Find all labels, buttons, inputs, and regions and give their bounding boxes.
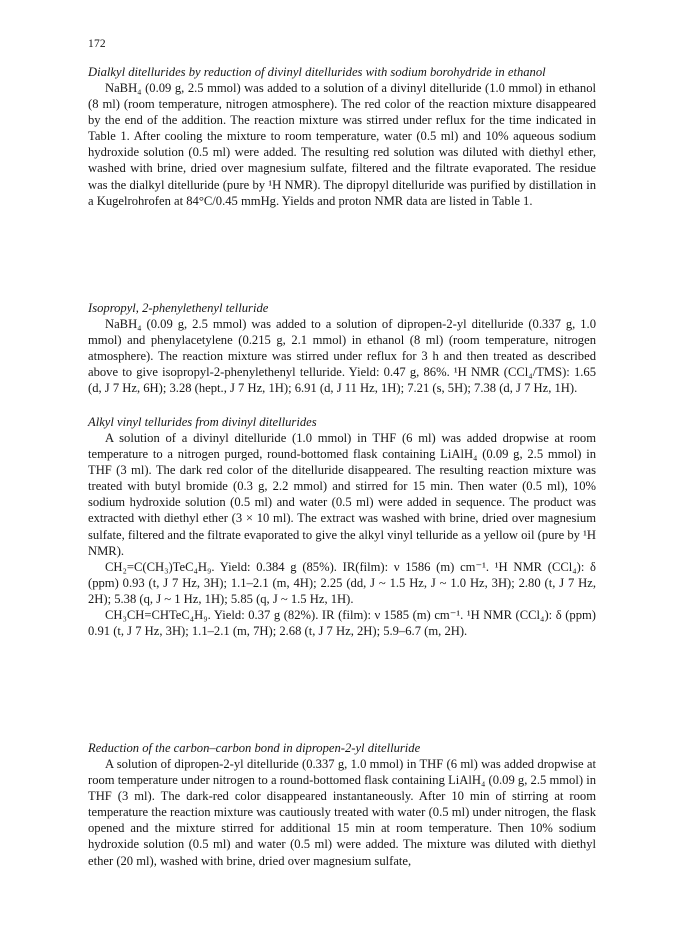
section-paragraph: A solution of dipropen-2-yl ditelluride (0.337 g, 1.0 mmol) in THF (6 ml) was added dropwise at room temperature under nitrogen to a round-bottomed flask containing LiAlH₄ (0.09 g, 2.5 mmol) in THF (3 ml). The dark-red color disappeared instantaneously. After 10 min of stirring at room temperature the reaction mixture was cautiously treated with water (0.5 ml) under nitrogen, the flask opened and the mixture stirred for additional 15 min at room temperature. Then 10% sodium hydroxide solution (0.5 ml) and water (0.5 ml) were added. The mixture was diluted with diethyl ether (20 ml), washed with brine, dried over magnesium sulfate, [88, 757, 596, 868]
section-heading: Alkyl vinyl tellurides from divinyl ditellurides [88, 415, 317, 429]
section-paragraph: A solution of a divinyl ditelluride (1.0 mmol) in THF (6 ml) was added dropwise at room temperature to a nitrogen purged, round-bottomed flask containing LiAlH₄ (0.09 g, 2.5 mmol) in THF (3 ml). The dark red color of the ditelluride disappeared. The resulting reaction mixture was treated with butyl bromide (0.3 g, 2.2 mmol) and stirred for 15 min. Then water (0.5 ml), 10% sodium hydroxide solution (0.5 ml) and water (0.5 ml) were added in sequence. The product was extracted with diethyl ether (3 × 10 ml). The extract was washed with brine, dried over magnesium sulfate, filtered and the filtrate evaporated to give the alkyl vinyl telluride as a yellow oil (pure by ¹H NMR). [88, 431, 596, 558]
section-heading: Dialkyl ditellurides by reduction of divinyl ditellurides with sodium borohydride in ethanol [88, 65, 546, 79]
section-isopropyl-telluride [88, 300, 596, 396]
section-heading: Isopropyl, 2-phenylethenyl telluride [88, 301, 269, 315]
section-carbon-carbon-reduction [88, 740, 596, 869]
section-paragraph: NaBH₄ (0.09 g, 2.5 mmol) was added to a solution of a divinyl ditelluride (1.0 mmol) in ethanol (8 ml) (room temperature, nitrogen atmosphere). The red color of the reaction mixture disappeared by the end of the addition. The reaction mixture was stirred under reflux for the time indicated in Table 1. After cooling the mixture to room temperature, water (0.5 ml) and 10% aqueous sodium hydroxide solution (0.5 ml) were added. The resulting red solution was diluted with diethyl ether, washed with brine, dried over magnesium sulfate, filtered and the filtrate evaporated. The residue was the dialkyl ditelluride (pure by ¹H NMR). The dipropyl ditelluride was purified by distillation in a Kugelrohrofen at 84°C/0.45 mmHg. Yields and proton NMR data are listed in Table 1. [88, 81, 596, 208]
compound-data-paragraph: CH₂=C(CH₃)TeC₄H₉. Yield: 0.384 g (85%). IR(film): ν 1586 (m) cm⁻¹. ¹H NMR (CCl₄): δ (ppm) 0.93 (t, J 7 Hz, 3H); 1.1–2.1 (m, 4H); 2.25 (dd, J ~ 1.5 Hz, J ~ 1.0 Hz, 3H); 2.80 (t, J 7 Hz, 2H); 5.38 (q, J ~ 1 Hz, 1H); 5.85 (q, J ~ 1.5 Hz, 1H). [88, 559, 596, 606]
section-dialkyl-ditellurides [88, 64, 596, 209]
section-alkyl-vinyl-tellurides [88, 414, 596, 639]
section-paragraph: NaBH₄ (0.09 g, 2.5 mmol) was added to a solution of dipropen-2-yl ditelluride (0.337 g, 1.0 mmol) and phenylacetylene (0.215 g, 2.1 mmol) in ethanol (8 ml) (room temperature, nitrogen atmosphere). The reaction mixture was stirred under reflux for 3 h and then treated as described above to give isopropyl-2-phenylethenyl telluride. Yield: 0.47 g, 86%. ¹H NMR (CCl₄/TMS): 1.65 (d, J 7 Hz, 6H); 3.28 (hept., J 7 Hz, 1H); 6.91 (d, J 11 Hz, 1H); 7.21 (s, 5H); 7.38 (d, J 7 Hz, 1H). [88, 317, 596, 396]
compound-data-paragraph: CH₃CH=CHTeC₄H₉. Yield: 0.37 g (82%). IR (film): ν 1585 (m) cm⁻¹. ¹H NMR (CCl₄): δ (ppm) 0.91 (t, J 7 Hz, 3H); 1.1–2.1 (m, 7H); 2.68 (t, J 7 Hz, 2H); 5.9–6.7 (m, 2H). [88, 608, 596, 639]
section-heading: Reduction of the carbon–carbon bond in dipropen-2-yl ditelluride [88, 741, 421, 755]
page-number: 172 [88, 38, 106, 50]
